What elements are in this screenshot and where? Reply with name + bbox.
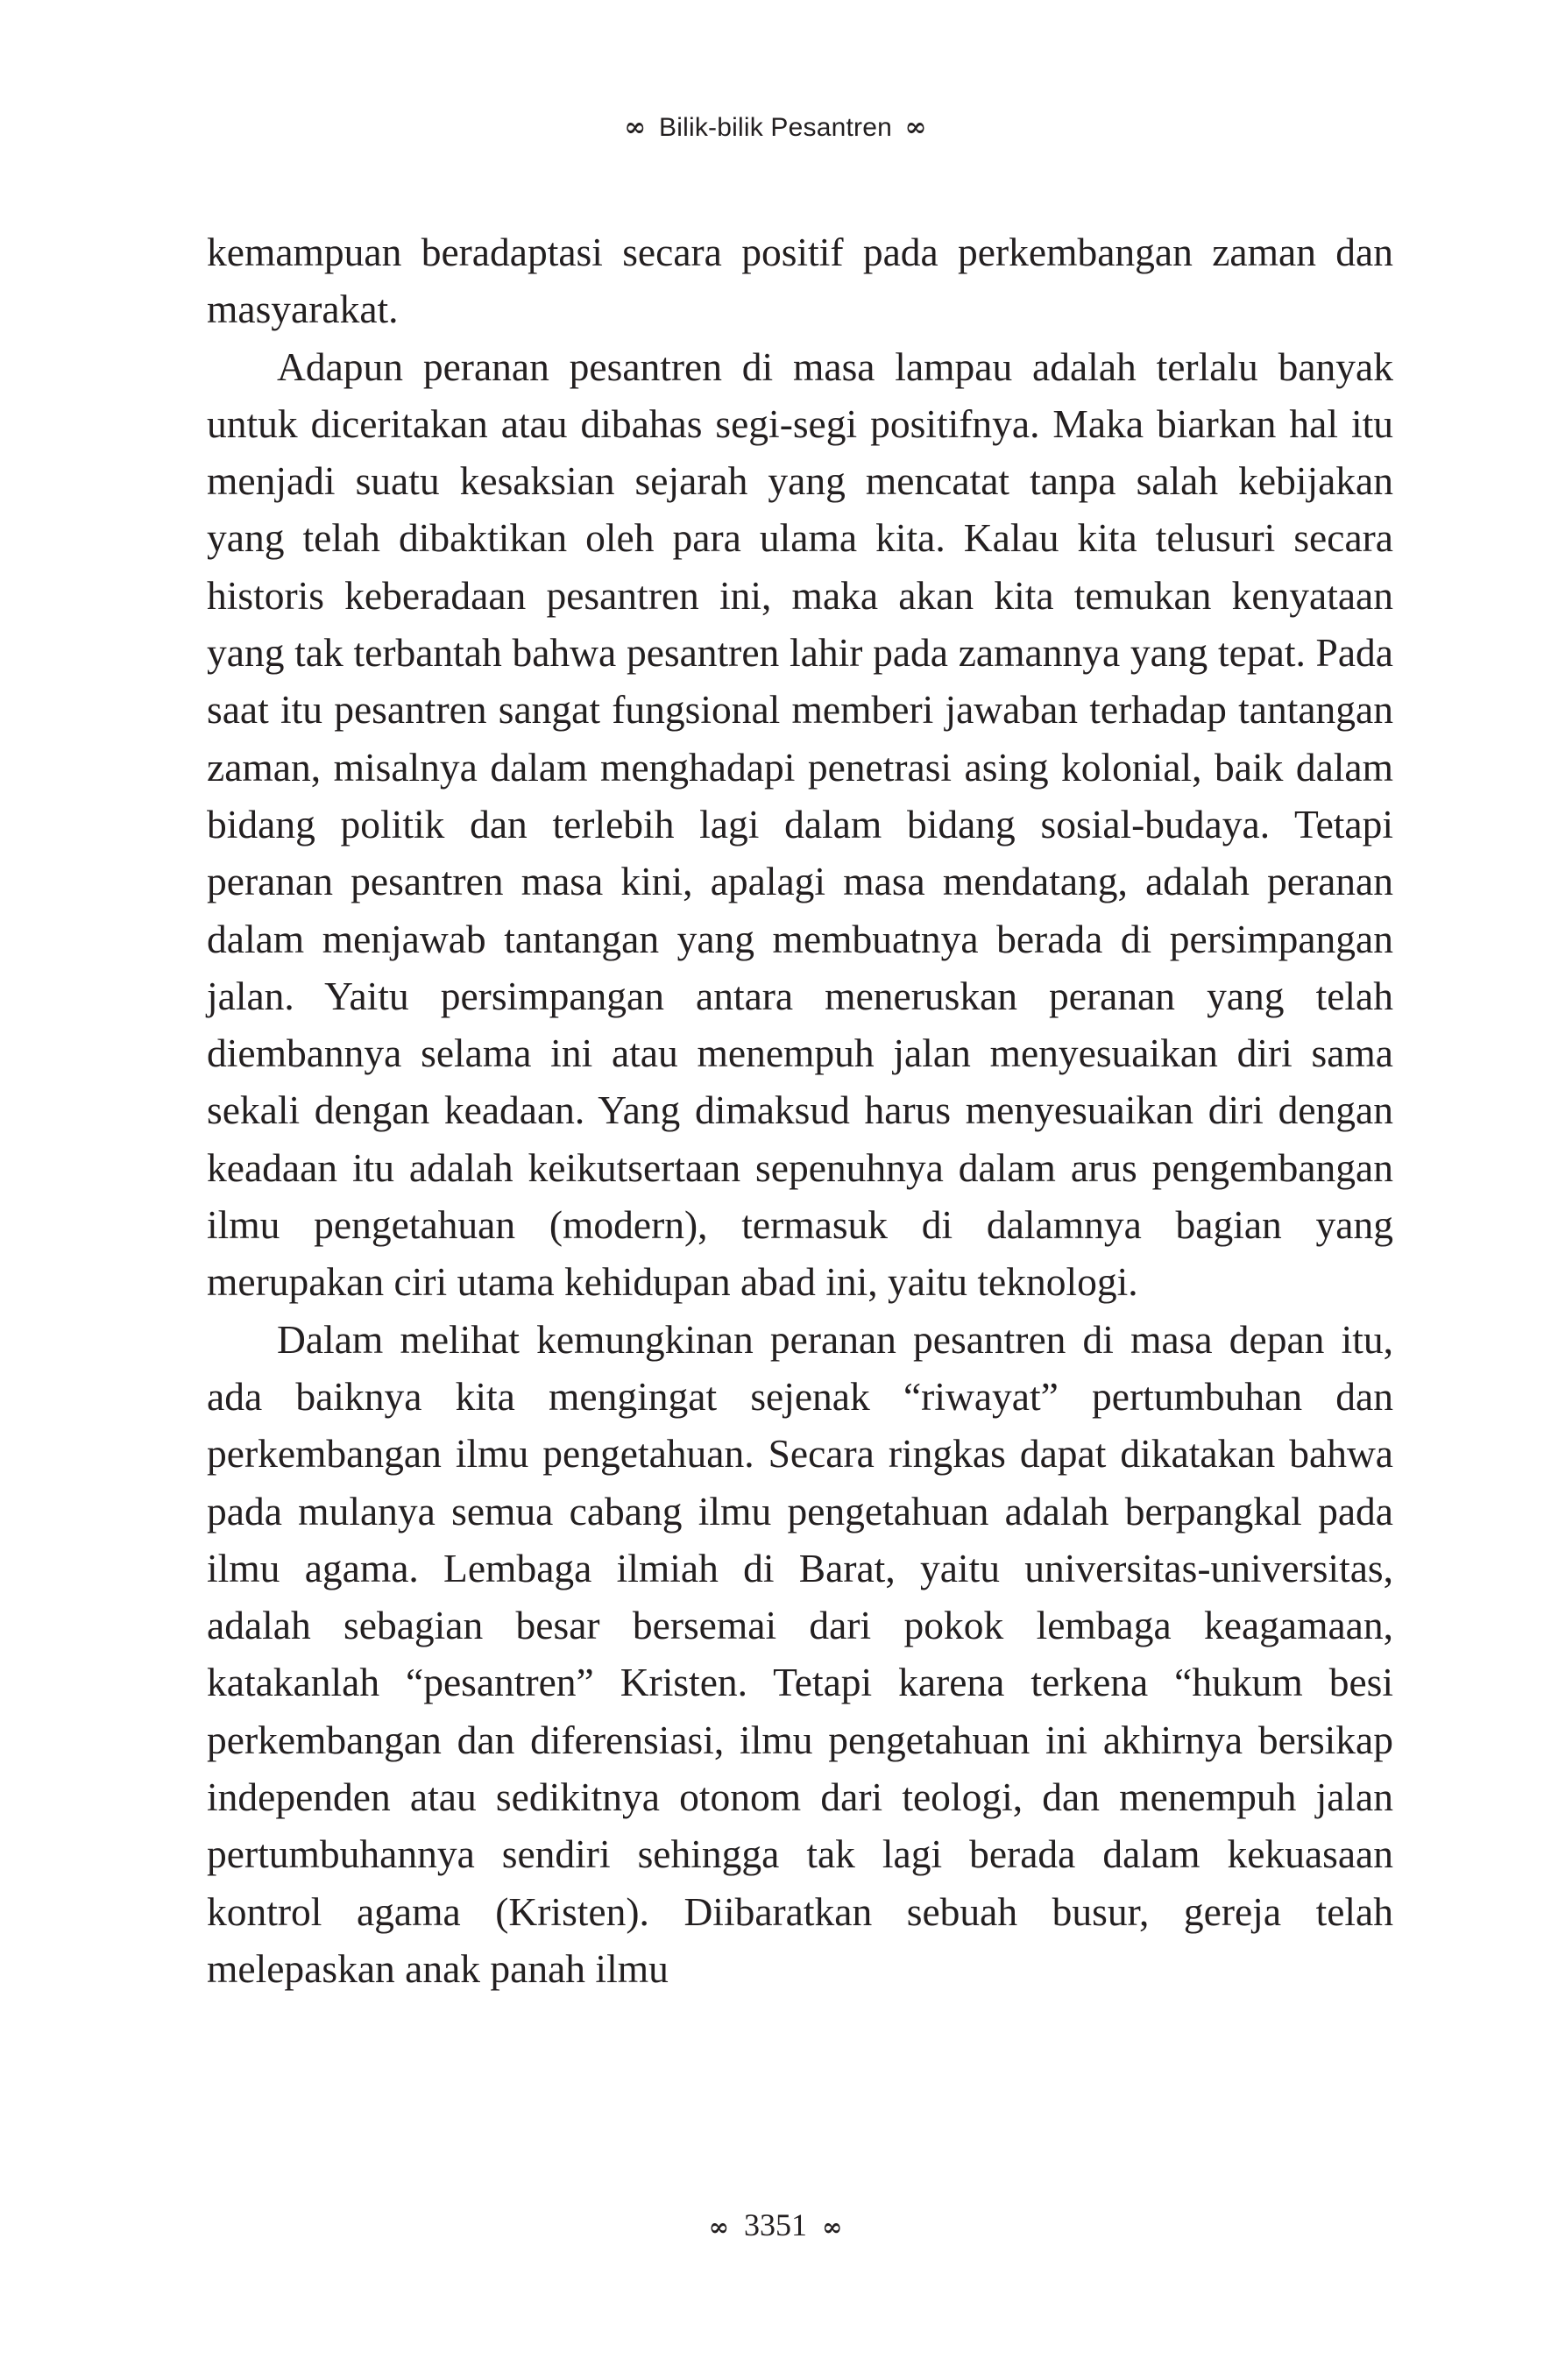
page-footer xyxy=(0,2206,1551,2243)
page-number: 3351 xyxy=(744,2207,807,2242)
ornament-left-icon: ∞ xyxy=(624,112,647,143)
page-body xyxy=(207,223,1393,1997)
paragraph-continued: kemampuan beradaptasi secara positif pada perkembangan zaman dan masyarakat. xyxy=(207,230,1393,332)
ornament-right-icon: ∞ xyxy=(822,2213,843,2242)
book-title: Bilik-bilik Pesantren xyxy=(659,113,892,142)
paragraph: Adapun peranan pesantren di masa lampau adalah terlalu banyak untuk diceritakan atau dibahas segi-segi positifnya. Maka biarkan hal itu menjadi suatu kesaksian sejarah yang mencatat tanpa salah kebijakan yang telah dibaktikan oleh para ulama kita. Kalau kita telusuri secara historis keberadaan pesantren ini, maka akan kita temukan kenyataan yang tak terbantah bahwa pesantren lahir pada zamannya yang tepat. Pada saat itu pesantren sangat fungsional memberi jawaban terhadap tantangan zaman, misalnya dalam menghadapi penetrasi asing kolonial, baik dalam bidang politik dan terlebih lagi dalam bidang sosial-budaya. Tetapi peranan pesantren masa kini, apalagi masa mendatang, adalah peranan dalam menjawab tantangan yang membuatnya berada di persimpangan jalan. Yaitu persimpangan antara meneruskan peranan yang telah diembannya selama ini atau menempuh jalan menyesuaikan diri sama sekali dengan keadaan. Yang dimaksud harus menyesuaikan diri dengan keadaan itu adalah keikutsertaan sepenuhnya dalam arus pengembangan ilmu pengetahuan (modern), termasuk di dalamnya bagian yang merupakan ciri utama kehidupan abad ini, yaitu teknologi. xyxy=(207,344,1393,1305)
ornament-left-icon: ∞ xyxy=(708,2213,729,2242)
paragraph: Dalam melihat kemungkinan peranan pesantren di masa depan itu, ada baiknya kita mengingat sejenak “riwayat” pertumbuhan dan perkembangan ilmu pengetahuan. Secara ringkas dapat dikatakan bahwa pada mulanya semua cabang ilmu pengetahuan adalah berpangkal pada ilmu agama. Lembaga ilmiah di Barat, yaitu universitas-universitas, adalah sebagian besar bersemai dari pokok lembaga keagamaan, katakanlah “pesantren” Kristen. Tetapi karena terkena “hukum besi perkembangan dan diferensiasi, ilmu pengetahuan ini akhirnya bersikap independen atau sedikitnya otonom dari teologi, dan menempuh jalan pertumbuhannya sendiri sehingga tak lagi berada dalam kekuasaan kontrol agama (Kristen). Diibaratkan sebuah busur, gereja telah melepaskan anak panah ilmu xyxy=(207,1316,1393,1991)
running-header xyxy=(0,112,1551,143)
ornament-right-icon: ∞ xyxy=(904,112,927,143)
